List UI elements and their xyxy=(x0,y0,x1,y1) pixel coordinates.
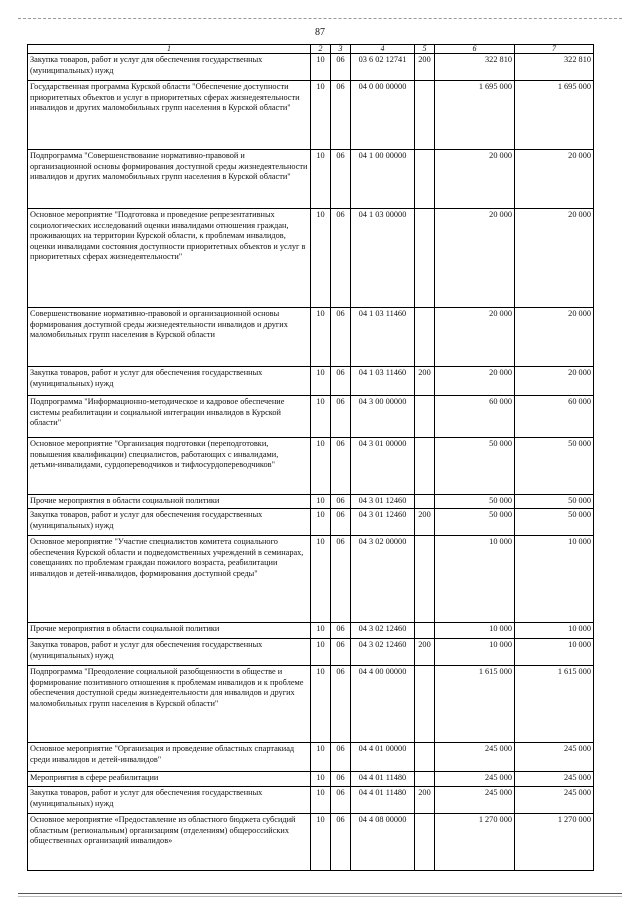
row-subsection: 06 xyxy=(331,308,351,367)
column-number-row xyxy=(28,45,594,54)
table-row xyxy=(28,54,594,81)
row-subsection: 06 xyxy=(331,150,351,209)
row-amount-year-2: 50 000 xyxy=(515,438,594,495)
row-amount-year-1: 1 615 000 xyxy=(435,666,515,743)
row-amount-year-1: 322 810 xyxy=(435,54,515,81)
row-expense-type: 200 xyxy=(415,367,435,396)
row-expense-type xyxy=(415,209,435,308)
table-row xyxy=(28,787,594,814)
row-amount-year-2: 245 000 xyxy=(515,772,594,787)
row-target-article: 04 3 01 12460 xyxy=(351,495,415,509)
row-amount-year-2: 322 810 xyxy=(515,54,594,81)
row-subsection: 06 xyxy=(331,787,351,814)
row-amount-year-1: 20 000 xyxy=(435,209,515,308)
row-target-article: 04 3 01 00000 xyxy=(351,438,415,495)
row-name: Подпрограмма "Преодоление социальной разобщенности в обществе и формирование позитивного отношения к проблемам инвалидов и к проблеме обеспечения доступной среды жизнедеятельности для инвалидов и других маломобильных групп населения в Курской области" xyxy=(28,666,311,743)
row-amount-year-2: 20 000 xyxy=(515,150,594,209)
row-amount-year-1: 20 000 xyxy=(435,367,515,396)
row-target-article: 04 3 02 00000 xyxy=(351,536,415,623)
row-name: Закупка товаров, работ и услуг для обеспечения государственных (муниципальных) нужд xyxy=(28,509,311,536)
table-row xyxy=(28,623,594,639)
row-section: 10 xyxy=(311,495,331,509)
row-amount-year-2: 10 000 xyxy=(515,639,594,666)
row-subsection: 06 xyxy=(331,209,351,308)
row-expense-type xyxy=(415,495,435,509)
row-target-article: 04 1 03 00000 xyxy=(351,209,415,308)
row-section: 10 xyxy=(311,814,331,871)
row-name: Основное мероприятие "Организация и проведение областных спартакиад среди инвалидов и детей-инвалидов" xyxy=(28,743,311,772)
budget-table xyxy=(27,44,594,871)
table-row xyxy=(28,81,594,150)
row-subsection: 06 xyxy=(331,743,351,772)
row-name: Государственная программа Курской области "Обеспечение доступности приоритетных объектов и услуг в приоритетных сферах жизнедеятельности инвалидов и других маломобильных групп населения в Курской области" xyxy=(28,81,311,150)
bottom-scan-edge xyxy=(18,893,622,894)
row-expense-type xyxy=(415,666,435,743)
row-subsection: 06 xyxy=(331,639,351,666)
row-name: Основное мероприятие "Организация подготовки (переподготовки, повышения квалификации) специалистов, работающих с инвалидами, детьми-инвалидами, сурдопереводчиков и тифлосурдопереводчиков" xyxy=(28,438,311,495)
row-amount-year-1: 10 000 xyxy=(435,536,515,623)
row-target-article: 04 0 00 00000 xyxy=(351,81,415,150)
row-target-article: 03 6 02 12741 xyxy=(351,54,415,81)
row-target-article: 04 4 01 11480 xyxy=(351,787,415,814)
row-section: 10 xyxy=(311,308,331,367)
row-section: 10 xyxy=(311,150,331,209)
table-row xyxy=(28,308,594,367)
row-section: 10 xyxy=(311,772,331,787)
row-expense-type xyxy=(415,438,435,495)
row-subsection: 06 xyxy=(331,814,351,871)
row-amount-year-1: 245 000 xyxy=(435,787,515,814)
row-name: Закупка товаров, работ и услуг для обеспечения государственных (муниципальных) нужд xyxy=(28,787,311,814)
row-amount-year-2: 20 000 xyxy=(515,209,594,308)
row-target-article: 04 3 02 12460 xyxy=(351,623,415,639)
row-subsection: 06 xyxy=(331,772,351,787)
row-expense-type xyxy=(415,150,435,209)
row-expense-type xyxy=(415,743,435,772)
row-amount-year-1: 10 000 xyxy=(435,639,515,666)
row-amount-year-2: 50 000 xyxy=(515,509,594,536)
table-row xyxy=(28,814,594,871)
table-row xyxy=(28,536,594,623)
row-amount-year-1: 20 000 xyxy=(435,150,515,209)
row-expense-type xyxy=(415,396,435,438)
row-amount-year-2: 1 270 000 xyxy=(515,814,594,871)
row-amount-year-2: 60 000 xyxy=(515,396,594,438)
row-name: Прочие мероприятия в области социальной политики xyxy=(28,495,311,509)
row-expense-type: 200 xyxy=(415,787,435,814)
row-amount-year-2: 10 000 xyxy=(515,536,594,623)
row-expense-type: 200 xyxy=(415,639,435,666)
page-number: 87 xyxy=(315,27,325,38)
row-target-article: 04 3 02 12460 xyxy=(351,639,415,666)
row-subsection: 06 xyxy=(331,666,351,743)
row-amount-year-1: 10 000 xyxy=(435,623,515,639)
row-name: Прочие мероприятия в области социальной политики xyxy=(28,623,311,639)
row-section: 10 xyxy=(311,81,331,150)
row-amount-year-2: 50 000 xyxy=(515,495,594,509)
row-name: Подпрограмма "Информационно-методическое и кадровое обеспечение системы реабилитации и социальной интеграции инвалидов в Курской области" xyxy=(28,396,311,438)
row-target-article: 04 3 00 00000 xyxy=(351,396,415,438)
row-target-article: 04 4 00 00000 xyxy=(351,666,415,743)
row-expense-type xyxy=(415,536,435,623)
row-name: Основное мероприятие "Подготовка и проведение репрезентативных социологических исследований оценки инвалидами отношения граждан, проживающих на территории Курской области, к проблемам инвалидов, оценки инвалидами состояния доступности приоритетных объектов и услуг в приоритетных сферах жизнедеятельности" xyxy=(28,209,311,308)
row-subsection: 06 xyxy=(331,367,351,396)
row-amount-year-2: 1 695 000 xyxy=(515,81,594,150)
row-target-article: 04 1 00 00000 xyxy=(351,150,415,209)
row-amount-year-1: 245 000 xyxy=(435,772,515,787)
table-row xyxy=(28,438,594,495)
row-amount-year-2: 10 000 xyxy=(515,623,594,639)
row-expense-type xyxy=(415,814,435,871)
table-row xyxy=(28,509,594,536)
row-target-article: 04 4 01 11480 xyxy=(351,772,415,787)
table-row xyxy=(28,209,594,308)
row-section: 10 xyxy=(311,639,331,666)
row-section: 10 xyxy=(311,509,331,536)
row-amount-year-2: 20 000 xyxy=(515,367,594,396)
table-row xyxy=(28,495,594,509)
row-target-article: 04 3 01 12460 xyxy=(351,509,415,536)
table-row xyxy=(28,150,594,209)
row-section: 10 xyxy=(311,396,331,438)
row-target-article: 04 1 03 11460 xyxy=(351,367,415,396)
row-expense-type xyxy=(415,772,435,787)
row-subsection: 06 xyxy=(331,509,351,536)
table-row xyxy=(28,666,594,743)
row-amount-year-1: 20 000 xyxy=(435,308,515,367)
row-name: Подпрограмма "Совершенствование нормативно-правовой и организационной основы формирования доступной среды жизнедеятельности инвалидов и других маломобильных групп населения в Курской области" xyxy=(28,150,311,209)
row-section: 10 xyxy=(311,623,331,639)
table-row xyxy=(28,396,594,438)
row-expense-type: 200 xyxy=(415,54,435,81)
column-number: 4 xyxy=(351,45,415,54)
row-target-article: 04 1 03 11460 xyxy=(351,308,415,367)
row-subsection: 06 xyxy=(331,81,351,150)
column-number: 3 xyxy=(331,45,351,54)
row-section: 10 xyxy=(311,209,331,308)
row-section: 10 xyxy=(311,54,331,81)
row-name: Основное мероприятие "Участие специалистов комитета социального обеспечения Курской области и подведомственных учреждений в семинарах, совещаниях по проблемам граждан пожилого возраста, реабилитации инвалидов и детей-инвалидов, формирования доступной среды" xyxy=(28,536,311,623)
column-number: 1 xyxy=(28,45,311,54)
row-section: 10 xyxy=(311,438,331,495)
row-expense-type: 200 xyxy=(415,509,435,536)
row-target-article: 04 4 08 00000 xyxy=(351,814,415,871)
row-name: Закупка товаров, работ и услуг для обеспечения государственных (муниципальных) нужд xyxy=(28,639,311,666)
row-section: 10 xyxy=(311,367,331,396)
row-amount-year-1: 245 000 xyxy=(435,743,515,772)
bottom-scan-edge-thin xyxy=(18,896,622,897)
row-amount-year-1: 50 000 xyxy=(435,495,515,509)
row-amount-year-2: 1 615 000 xyxy=(515,666,594,743)
row-expense-type xyxy=(415,308,435,367)
column-number: 2 xyxy=(311,45,331,54)
row-amount-year-2: 20 000 xyxy=(515,308,594,367)
column-number: 7 xyxy=(515,45,594,54)
row-expense-type xyxy=(415,623,435,639)
table-row xyxy=(28,639,594,666)
row-subsection: 06 xyxy=(331,396,351,438)
row-section: 10 xyxy=(311,666,331,743)
column-number: 5 xyxy=(415,45,435,54)
row-amount-year-1: 50 000 xyxy=(435,438,515,495)
row-amount-year-1: 60 000 xyxy=(435,396,515,438)
row-section: 10 xyxy=(311,743,331,772)
row-amount-year-2: 245 000 xyxy=(515,787,594,814)
row-subsection: 06 xyxy=(331,495,351,509)
row-amount-year-1: 50 000 xyxy=(435,509,515,536)
row-subsection: 06 xyxy=(331,54,351,81)
row-amount-year-1: 1 695 000 xyxy=(435,81,515,150)
column-number: 6 xyxy=(435,45,515,54)
row-section: 10 xyxy=(311,536,331,623)
table-row xyxy=(28,772,594,787)
table-row xyxy=(28,367,594,396)
table-row xyxy=(28,743,594,772)
top-scan-edge xyxy=(18,18,622,19)
row-subsection: 06 xyxy=(331,623,351,639)
row-name: Основное мероприятие «Предоставление из областного бюджета субсидий областным (региональным) организациям (отделениям) общероссийских общественных организаций инвалидов» xyxy=(28,814,311,871)
row-name: Закупка товаров, работ и услуг для обеспечения государственных (муниципальных) нужд xyxy=(28,367,311,396)
row-subsection: 06 xyxy=(331,536,351,623)
row-section: 10 xyxy=(311,787,331,814)
row-name: Мероприятия в сфере реабилитации xyxy=(28,772,311,787)
row-amount-year-1: 1 270 000 xyxy=(435,814,515,871)
row-name: Закупка товаров, работ и услуг для обеспечения государственных (муниципальных) нужд xyxy=(28,54,311,81)
row-expense-type xyxy=(415,81,435,150)
row-amount-year-2: 245 000 xyxy=(515,743,594,772)
row-target-article: 04 4 01 00000 xyxy=(351,743,415,772)
row-subsection: 06 xyxy=(331,438,351,495)
row-name: Совершенствование нормативно-правовой и организационной основы формирования доступной среды жизнедеятельности инвалидов и других маломобильных групп населения в Курской области xyxy=(28,308,311,367)
